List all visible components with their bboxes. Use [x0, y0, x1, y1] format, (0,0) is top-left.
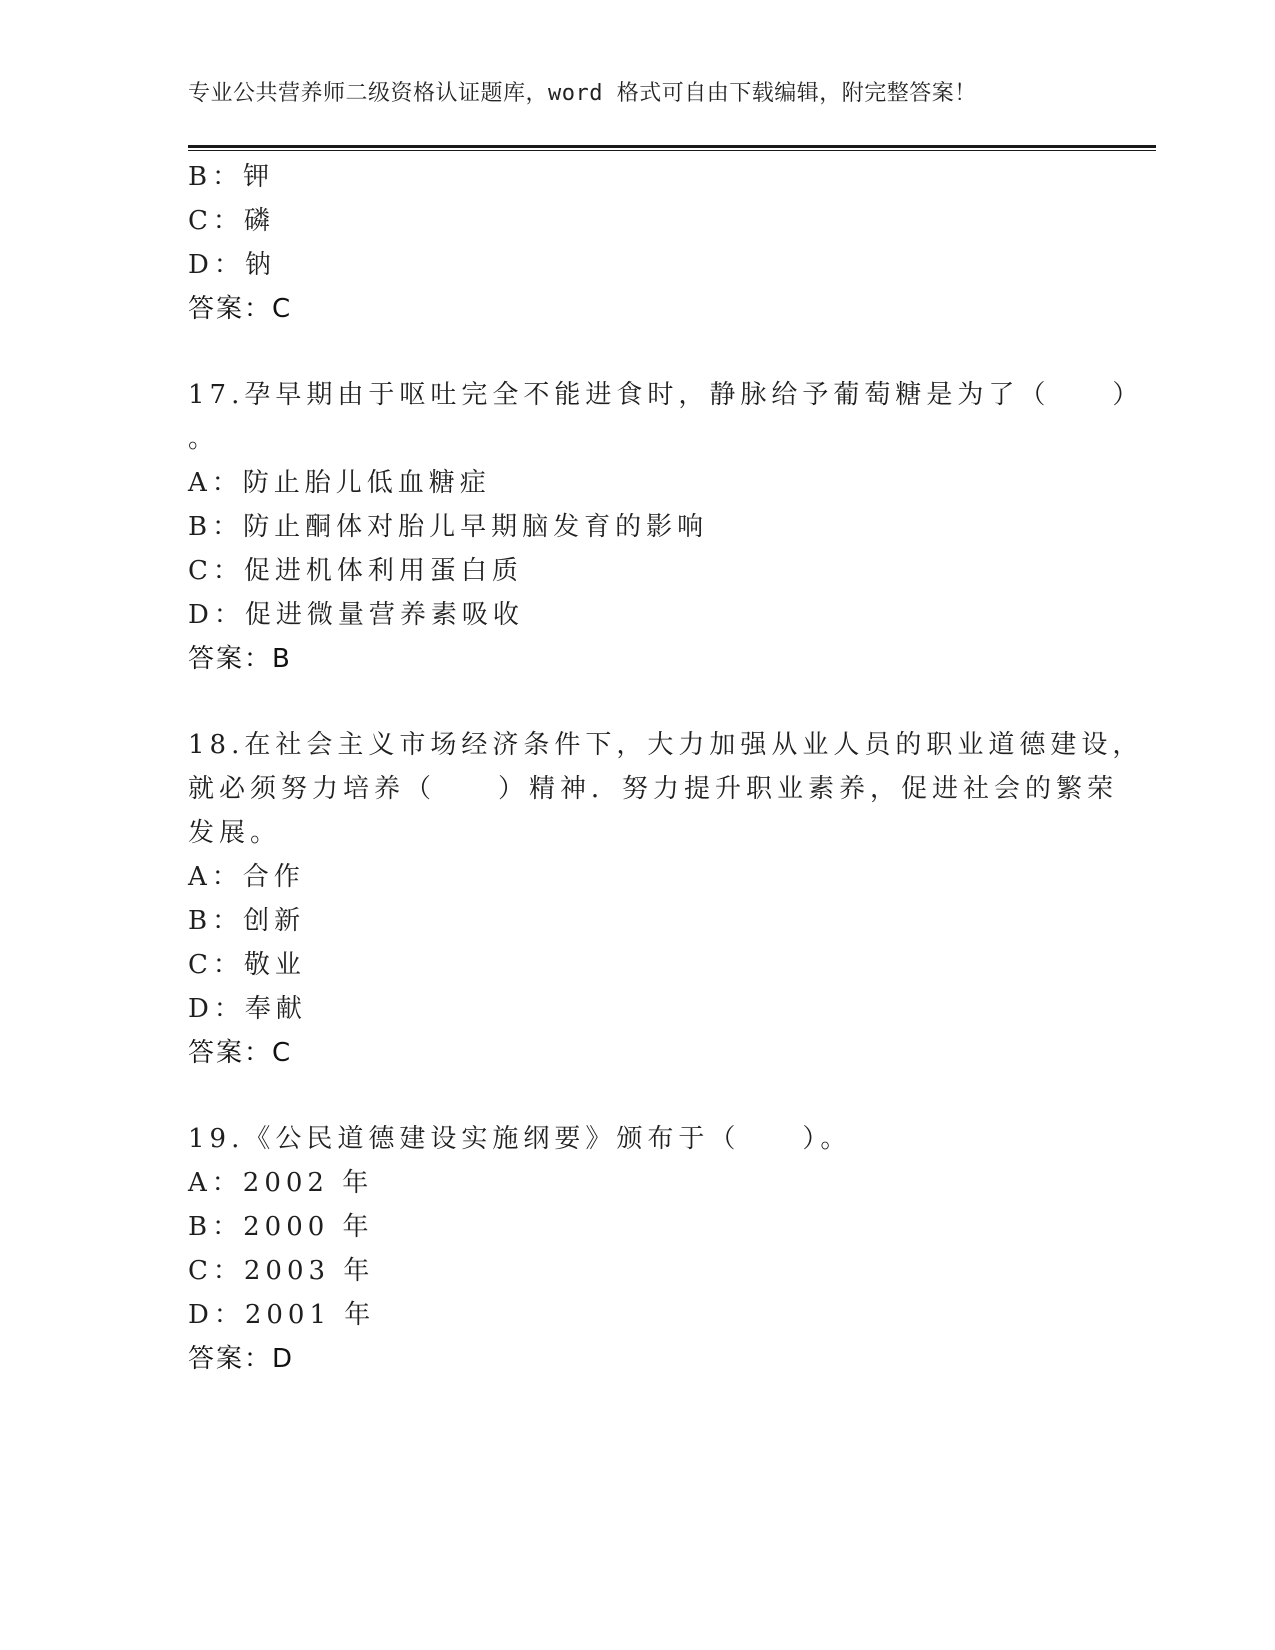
question-stem-line: 发展。	[188, 818, 282, 848]
option-a: A：防止胎儿低血糖症	[188, 468, 491, 498]
option-d: D：钠	[188, 250, 276, 280]
question-stem-line: 就必须努力培养（ ）精神．努力提升职业素养，促进社会的繁荣	[188, 774, 1119, 804]
question-stem-line: 17.孕早期由于呕吐完全不能进食时，静脉给予葡萄糖是为了（ ）	[188, 380, 1144, 410]
option-d: D：2001 年	[188, 1300, 376, 1330]
option-d: D：促进微量营养素吸收	[188, 600, 524, 630]
option-c: C：敬业	[188, 950, 306, 980]
answer: 答案：D	[188, 1344, 295, 1374]
option-c: C：2003 年	[188, 1256, 375, 1286]
answer: 答案：B	[188, 644, 292, 674]
option-a: A：2002 年	[188, 1168, 374, 1198]
question-stem-line: 。	[188, 424, 220, 454]
option-d: D：奉献	[188, 994, 307, 1024]
header-rule-thin	[188, 150, 1156, 151]
option-c: C：促进机体利用蛋白质	[188, 556, 523, 586]
header-rule-thick	[188, 145, 1156, 148]
question-stem-line: 19.《公民道德建设实施纲要》颁布于（ ）。	[188, 1124, 852, 1154]
answer: 答案：C	[188, 1038, 293, 1068]
page-header: 专业公共营养师二级资格认证题库，word 格式可自由下载编辑，附完整答案！	[188, 81, 977, 106]
option-b: B：创新	[188, 906, 306, 936]
question-stem-line: 18.在社会主义市场经济条件下，大力加强从业人员的职业道德建设，	[188, 730, 1144, 760]
option-a: A：合作	[188, 862, 305, 892]
option-c: C：磷	[188, 206, 275, 236]
option-b: B：钾	[188, 162, 275, 192]
option-b: B：防止酮体对胎儿早期脑发育的影响	[188, 512, 709, 542]
option-b: B：2000 年	[188, 1212, 374, 1242]
answer: 答案：C	[188, 294, 293, 324]
